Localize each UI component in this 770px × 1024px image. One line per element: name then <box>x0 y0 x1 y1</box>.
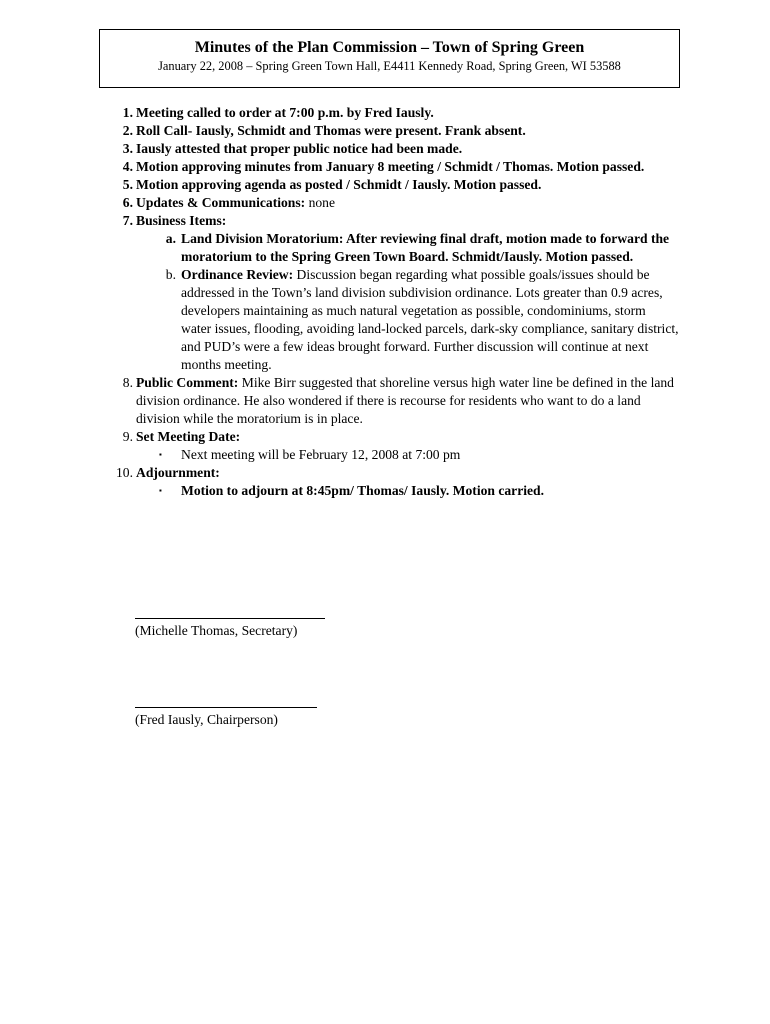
agenda-item-2 <box>99 122 679 140</box>
item-text: Motion approving minutes from January 8 meeting / Schmidt / Thomas. Motion passed. <box>136 159 645 174</box>
item-text: none <box>305 195 335 210</box>
item-number: 8. <box>122 375 133 390</box>
chair-signature <box>135 707 317 729</box>
bullet-item <box>99 446 679 464</box>
business-item-a <box>99 230 679 266</box>
item-text: Mike Birr suggested that shoreline versus high water line be defined in the land division ordinance. He also wondered if there is recourse for residents who want to do a land division while the moratorium is in place. <box>136 375 674 426</box>
item-number: 2. <box>122 123 133 138</box>
bullet-item <box>99 482 679 500</box>
agenda-item-7 <box>99 212 679 230</box>
item-number: 9. <box>122 429 133 444</box>
signature-line <box>135 707 317 708</box>
agenda-item-10 <box>99 464 679 482</box>
item-label: Updates & Communications: <box>136 195 306 210</box>
item-number: 4. <box>122 159 133 174</box>
document-title: Minutes of the Plan Commission – Town of Spring Green <box>194 39 585 56</box>
item-text: Iausly attested that proper public notice had been made. <box>136 141 463 156</box>
bullet-text: Next meeting will be February 12, 2008 at 7:00 pm <box>181 447 461 462</box>
bullet-text: Motion to adjourn at 8:45pm/ Thomas/ Iausly. Motion carried. <box>181 483 545 498</box>
agenda-list <box>99 104 679 500</box>
document-subtitle: January 22, 2008 – Spring Green Town Hall, E4411 Kennedy Road, Spring Green, WI 53588 <box>158 59 621 73</box>
item-number: 7. <box>122 213 133 228</box>
item-label: Set Meeting Date: <box>136 429 241 444</box>
agenda-item-1 <box>99 104 679 122</box>
item-text: Motion approving agenda as posted / Schmidt / Iausly. Motion passed. <box>136 177 542 192</box>
item-number: 10. <box>116 465 133 480</box>
item-label: Business Items: <box>136 213 227 228</box>
item-number: 5. <box>122 177 133 192</box>
signature-line <box>135 618 325 619</box>
sub-letter: a. <box>165 231 176 246</box>
sub-text: Discussion began regarding what possible goals/issues should be addressed in the Town’s land division subdivision ordinance. Lots greater than 0.9 acres, developers maintaining as much natural vegetation as possible, condominiums, storm water issues, flooding, avoiding land-locked parcels, dark-sky compliance, sanitary district, and PUD’s were a few ideas brought forward. Further discussion will continue at next months meeting. <box>181 267 679 372</box>
item-label: Adjournment: <box>136 465 220 480</box>
agenda-item-3 <box>99 140 679 158</box>
agenda-item-8 <box>99 374 679 428</box>
item-label: Public Comment: <box>136 375 239 390</box>
bullet-icon: ▪ <box>159 450 162 459</box>
agenda-item-4 <box>99 158 679 176</box>
item-text: Roll Call- Iausly, Schmidt and Thomas were present. Frank absent. <box>136 123 526 138</box>
business-item-b <box>99 266 679 374</box>
sub-text: Land Division Moratorium: After reviewing final draft, motion made to forward the moratorium to the Spring Green Town Board. Schmidt/Iausly. Motion passed. <box>181 231 670 264</box>
bullet-icon: ▪ <box>159 486 162 495</box>
agenda-item-6 <box>99 194 679 212</box>
agenda-item-9 <box>99 428 679 446</box>
sub-label: Ordinance Review: <box>181 267 294 282</box>
item-number: 3. <box>122 141 133 156</box>
item-number: 6. <box>122 195 133 210</box>
sub-letter: b. <box>165 267 176 282</box>
item-text: Meeting called to order at 7:00 p.m. by Fred Iausly. <box>136 105 434 120</box>
agenda-item-5 <box>99 176 679 194</box>
secretary-signature <box>135 618 325 640</box>
item-number: 1. <box>122 105 133 120</box>
signature-name: (Fred Iausly, Chairperson) <box>135 712 278 727</box>
header-box <box>99 29 680 88</box>
signature-name: (Michelle Thomas, Secretary) <box>135 623 298 638</box>
